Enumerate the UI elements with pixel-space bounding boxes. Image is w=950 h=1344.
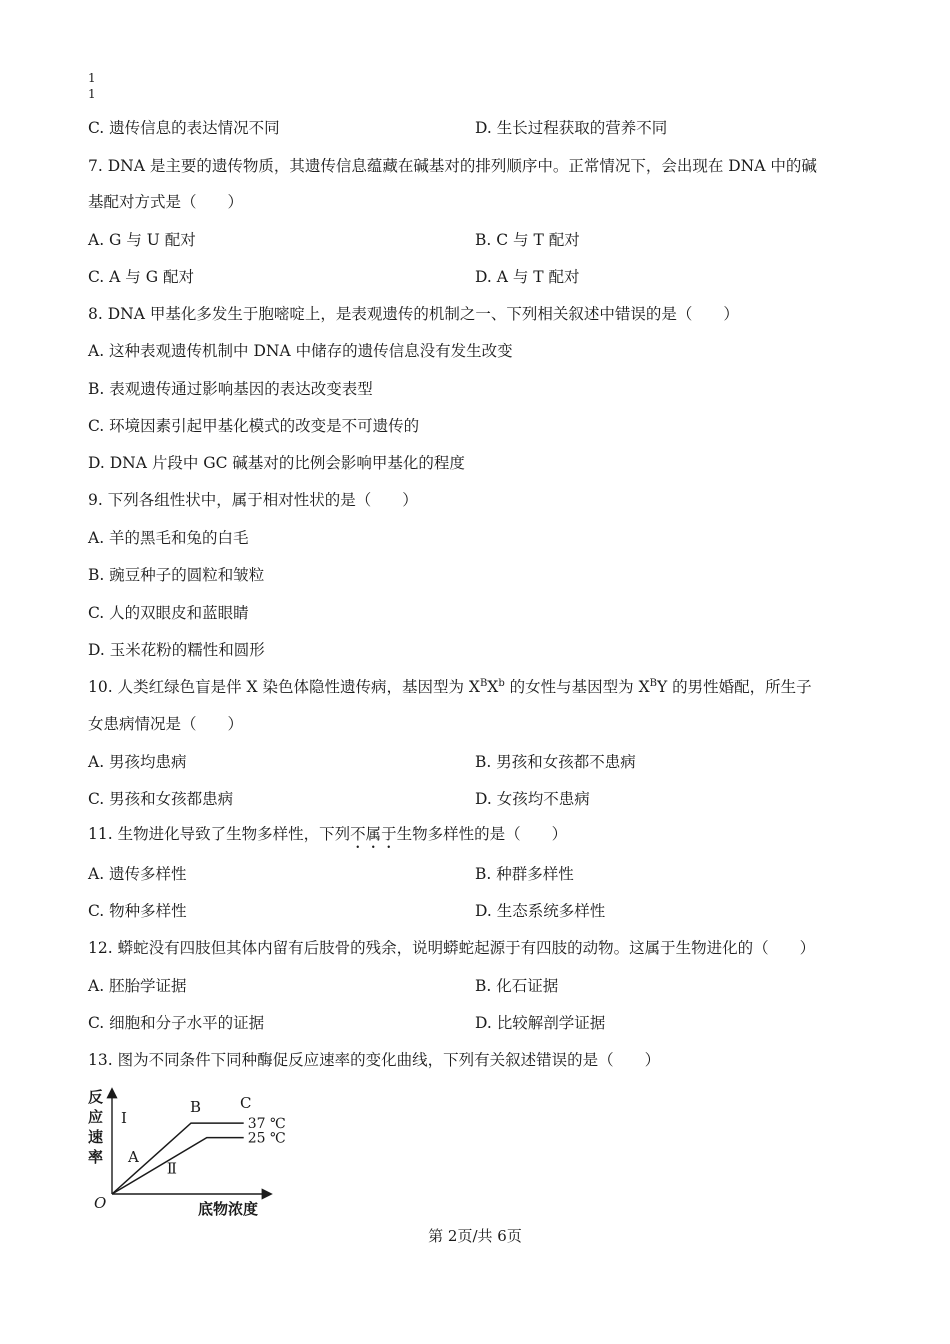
top-mark: 1 [88,87,96,101]
q10-stem-part: 10. 人类红绿色盲是伴 X 染色体隐性遗传病，基因型为 X [88,678,480,696]
q10-stem-part: X [487,678,499,696]
q10-stem-line1 [88,675,812,697]
q9-option-c: C. 人的双眼皮和蓝眼睛 [88,604,249,622]
q8-option-d: D. DNA 片段中 GC 碱基对的比例会影响甲基化的程度 [88,454,465,472]
q11-option-d: D. 生态系统多样性 [475,902,606,920]
curve-label-1: Ⅰ [121,1109,127,1128]
q11-emphasis: 不属于 [350,825,397,843]
q10-superscript: b [498,678,505,689]
q7-stem-line1: 7. DNA 是主要的遗传物质，其遗传信息蕴藏在碱基对的排列顺序中。正常情况下，会出现在 DNA 中的碱 [88,157,817,175]
q10-option-a: A. 男孩均患病 [88,753,187,771]
x-axis-label: 底物浓度 [198,1200,259,1218]
point-label-c: C [240,1094,252,1112]
q11-stem [88,822,567,852]
q7-option-b: B. C 与 T 配对 [475,231,580,249]
q12-option-b: B. 化石证据 [475,977,559,995]
q12-option-d: D. 比较解剖学证据 [475,1014,606,1032]
q11-stem-part: 生物多样性的是（ ） [396,825,568,843]
origin-label: O [94,1194,107,1212]
q10-superscript: B [649,678,657,689]
series-name-label-2: 25 ℃ [247,1130,286,1147]
q9-stem: 9. 下列各组性状中，属于相对性状的是（ ） [88,491,418,509]
enzyme-rate-chart [88,1082,308,1222]
q9-option-d: D. 玉米花粉的糯性和圆形 [88,641,265,659]
q10-option-b: B. 男孩和女孩都不患病 [475,753,636,771]
y-label-char: 率 [88,1148,104,1166]
q10-stem-part: 的女性与基因型为 X [504,678,650,696]
top-mark: 1 [88,71,96,85]
q11-option-c: C. 物种多样性 [88,902,187,920]
series-name-label-1: 37 ℃ [247,1116,286,1133]
y-label-char: 速 [88,1128,104,1146]
q6-option-c: C. 遗传信息的表达情况不同 [88,119,280,137]
q11-option-b: B. 种群多样性 [475,865,574,883]
q10-stem-line2: 女患病情况是（ ） [88,715,244,733]
y-label-char: 应 [88,1108,104,1126]
y-label-char: 反 [88,1088,104,1106]
q9-option-a: A. 羊的黑毛和兔的白毛 [88,529,249,547]
q8-option-a: A. 这种表观遗传机制中 DNA 中储存的遗传信息没有发生改变 [88,342,513,360]
point-label-a: A [128,1148,139,1166]
q8-stem: 8. DNA 甲基化多发生于胞嘧啶上，是表观遗传的机制之一、下列相关叙述中错误的是（ ） [88,305,739,323]
q12-option-c: C. 细胞和分子水平的证据 [88,1014,265,1032]
q10-stem-part: Y 的男性婚配，所生子 [657,678,812,696]
page-footer: 第 2页/共 6页 [428,1227,522,1245]
q11-stem-part: 11. 生物进化导致了生物多样性，下列 [88,825,351,843]
y-axis-label [88,1088,103,1166]
q10-option-c: C. 男孩和女孩都患病 [88,790,234,808]
q6-option-d: D. 生长过程获取的营养不同 [475,119,668,137]
q10-option-d: D. 女孩均不患病 [475,790,590,808]
curve-label-2: Ⅱ [166,1159,178,1178]
q12-stem: 12. 蟒蛇没有四肢但其体内留有后肢骨的残余，说明蟒蛇起源于有四肢的动物。这属于生物进化的（ ） [88,939,816,957]
q8-option-c: C. 环境因素引起甲基化模式的改变是不可遗传的 [88,417,420,435]
q8-option-b: B. 表观遗传通过影响基因的表达改变表型 [88,380,373,398]
q13-stem: 13. 图为不同条件下同种酶促反应速率的变化曲线，下列有关叙述错误的是（ ） [88,1051,661,1069]
top-marks [88,70,96,102]
q10-superscript: B [479,678,488,689]
q7-option-a: A. G 与 U 配对 [88,231,196,249]
q7-option-c: C. A 与 G 配对 [88,268,195,286]
point-label-b: B [190,1098,202,1116]
q12-option-a: A. 胚胎学证据 [88,977,187,995]
q7-option-d: D. A 与 T 配对 [475,268,580,286]
q11-option-a: A. 遗传多样性 [88,865,187,883]
q7-stem-line2: 基配对方式是（ ） [88,193,244,211]
q9-option-b: B. 豌豆种子的圆粒和皱粒 [88,566,265,584]
